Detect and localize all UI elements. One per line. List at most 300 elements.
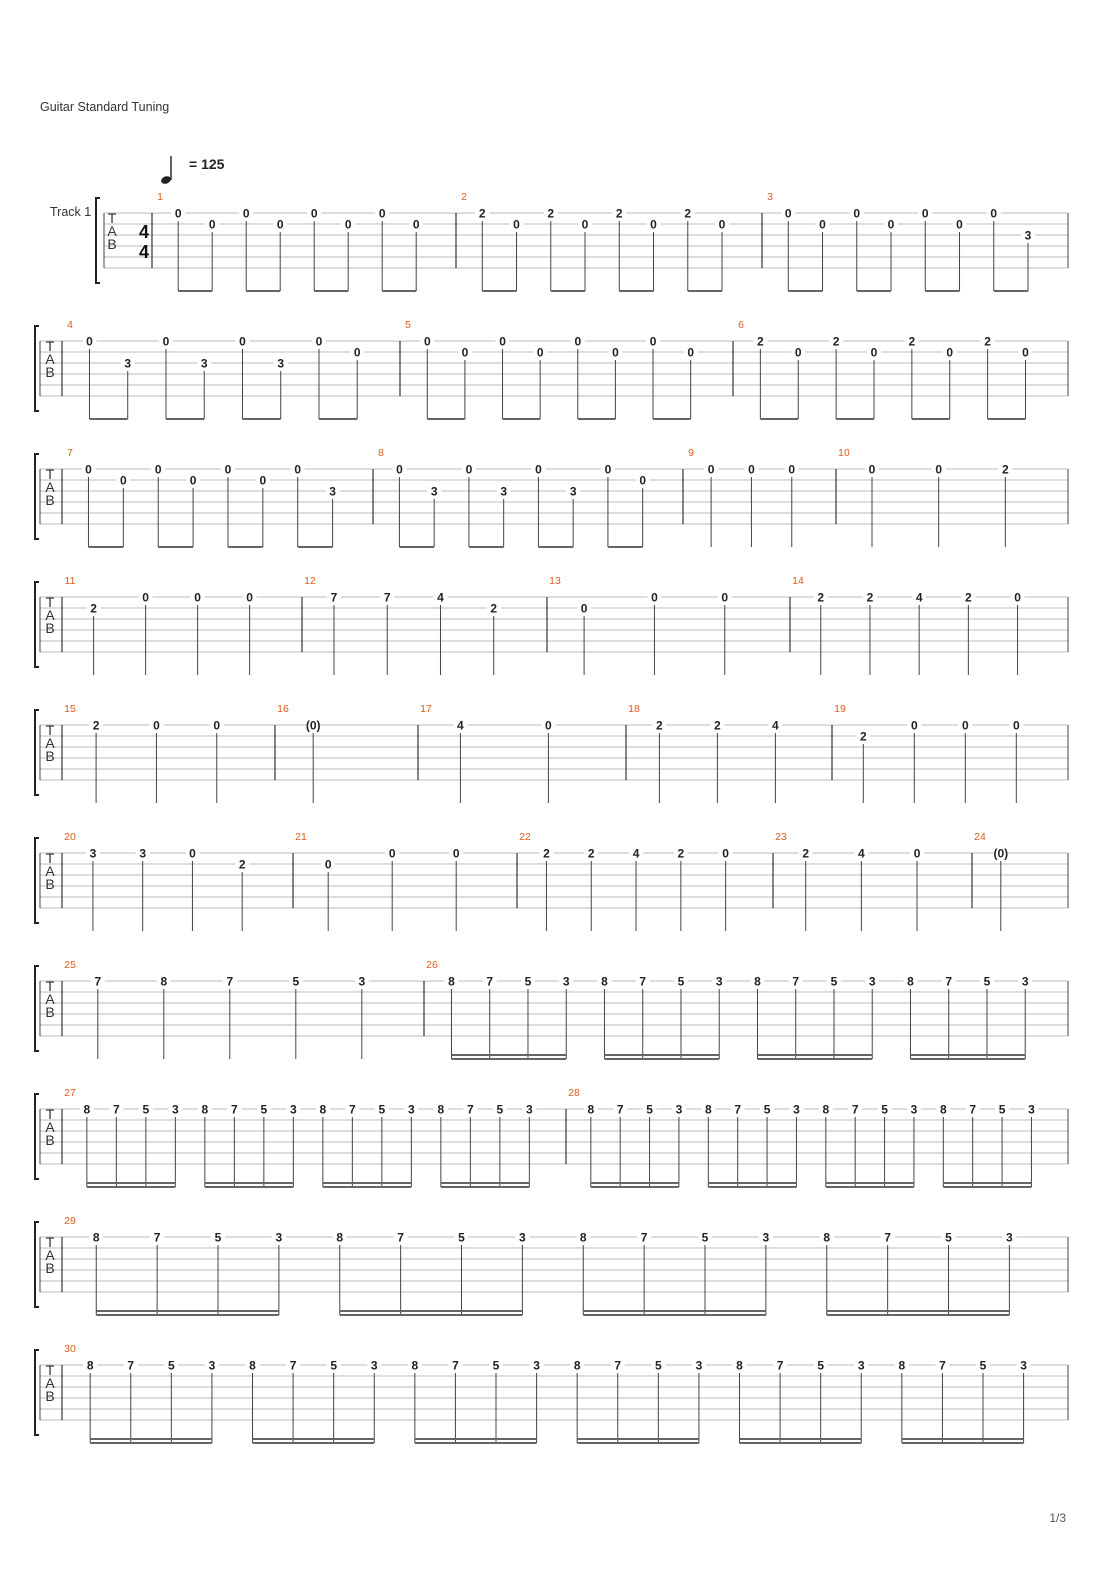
measure-number: 30 [64, 1343, 76, 1355]
fret-number: 0 [208, 217, 216, 232]
fret-number: 0 [239, 334, 246, 349]
tab-clef-letter: T [45, 1362, 55, 1378]
fret-number: 0 [870, 345, 878, 360]
fret-number: 0 [423, 334, 431, 349]
tab-clef-letter: A [45, 1119, 55, 1135]
fret-number: 0 [246, 590, 253, 605]
fret-number: 4 [772, 718, 779, 733]
fret-number: 0 [276, 217, 284, 232]
fret-number: 3 [139, 846, 147, 861]
measure-number: 2 [461, 191, 467, 203]
measure-number: 29 [64, 1215, 76, 1227]
fret-number: 7 [884, 1230, 891, 1245]
tab-clef-letter: T [45, 722, 55, 738]
system-bracket [35, 838, 39, 923]
fret-number: 7 [467, 1102, 474, 1117]
fret-number: 0 [513, 217, 520, 232]
fret-number: 8 [437, 1102, 445, 1117]
measure-25 [62, 959, 369, 1059]
measure-19 [832, 703, 1023, 803]
fret-number: 2 [866, 590, 874, 605]
fret-number: 0 [153, 718, 160, 733]
tab-clef-letter: A [45, 863, 55, 879]
fret-number: 0 [651, 590, 658, 605]
fret-number: 2 [817, 590, 825, 605]
fret-number: 3 [910, 1102, 918, 1117]
staff-system-8 [35, 1087, 1068, 1187]
tab-clef-letter: B [45, 620, 55, 636]
fret-number: 2 [90, 601, 97, 616]
fret-number: 0 [707, 462, 715, 477]
fret-number: 2 [587, 846, 595, 861]
fret-number: 2 [832, 334, 840, 349]
fret-number: 8 [736, 1358, 743, 1373]
measure-number: 27 [64, 1087, 76, 1099]
fret-number: 7 [614, 1358, 622, 1373]
fret-number: 8 [201, 1102, 209, 1117]
fret-number: 0 [162, 334, 170, 349]
fret-number: 5 [292, 974, 300, 989]
system-bracket [35, 454, 39, 539]
fret-number: 3 [277, 356, 285, 371]
tab-clef-letter: T [45, 594, 55, 610]
fret-number: 5 [524, 974, 532, 989]
fret-number: 3 [562, 974, 570, 989]
tab-clef-letter: T [45, 978, 55, 994]
fret-number: 3 [519, 1230, 526, 1245]
measure-number: 22 [519, 831, 531, 843]
fret-number: 2 [714, 718, 721, 733]
measure-number: 12 [304, 575, 316, 587]
fret-number: (0) [993, 846, 1009, 861]
tab-clef-letter: A [45, 735, 55, 751]
fret-number: 3 [200, 356, 208, 371]
fret-number: 0 [1012, 718, 1020, 733]
fret-number: 7 [776, 1358, 784, 1373]
fret-number: 8 [448, 974, 455, 989]
tab-clef-letter: T [45, 850, 55, 866]
fret-number: 0 [86, 334, 93, 349]
fret-number: 2 [656, 718, 663, 733]
fret-number: 8 [754, 974, 761, 989]
fret-number: 8 [907, 974, 914, 989]
fret-number: 3 [533, 1358, 540, 1373]
fret-number: 3 [1024, 228, 1032, 243]
fret-number: 8 [822, 1102, 830, 1117]
fret-number: 5 [492, 1358, 500, 1373]
fret-number: 5 [677, 974, 685, 989]
fret-number: 8 [939, 1102, 947, 1117]
fret-number: 7 [349, 1102, 356, 1117]
measure-number: 14 [792, 575, 804, 587]
fret-number: 0 [378, 206, 386, 221]
measure-number: 19 [834, 703, 846, 715]
fret-number: 3 [500, 484, 508, 499]
measure-number: 24 [974, 831, 986, 843]
fret-number: 3 [1020, 1358, 1027, 1373]
measure-number: 25 [64, 959, 76, 971]
fret-number: 0 [784, 206, 792, 221]
fret-number: 2 [908, 334, 916, 349]
tab-clef-letter: B [45, 1388, 55, 1404]
measure-9 [683, 447, 799, 547]
fret-number: 3 [1028, 1102, 1035, 1117]
fret-number: 3 [762, 1230, 770, 1245]
fret-number: 5 [830, 974, 838, 989]
fret-number: 4 [437, 590, 444, 605]
fret-number: 8 [92, 1230, 100, 1245]
fret-number: 2 [543, 846, 550, 861]
fret-number: 3 [430, 484, 438, 499]
measure-11 [62, 575, 257, 675]
fret-number: 0 [794, 345, 802, 360]
fret-number: 7 [639, 974, 647, 989]
fret-number: 8 [898, 1358, 906, 1373]
staff-system-10 [35, 1343, 1068, 1443]
measure-3 [762, 191, 1035, 291]
measure-26 [424, 959, 1032, 1059]
tab-clef-letter: A [45, 1375, 55, 1391]
measure-number: 6 [738, 319, 744, 331]
fret-number: 7 [452, 1358, 459, 1373]
fret-number: 3 [89, 846, 97, 861]
measure-2 [456, 191, 729, 291]
fret-number: 2 [677, 846, 685, 861]
fret-number: 0 [315, 334, 323, 349]
fret-number: 3 [329, 484, 336, 499]
fret-number: 0 [1014, 590, 1021, 605]
measure-28 [566, 1087, 1038, 1187]
measure-7 [62, 447, 340, 547]
fret-number: 0 [956, 217, 963, 232]
fret-number: 0 [574, 334, 582, 349]
fret-number: 0 [545, 718, 552, 733]
fret-number: 0 [194, 590, 201, 605]
tab-clef-letter: T [45, 1234, 55, 1250]
measure-27 [62, 1087, 536, 1187]
fret-number: 3 [1006, 1230, 1013, 1245]
fret-number: 8 [823, 1230, 831, 1245]
fret-number: 8 [249, 1358, 256, 1373]
fret-number: 0 [259, 473, 267, 488]
measure-number: 11 [64, 575, 76, 587]
fret-number: 7 [383, 590, 391, 605]
track-name: Track 1 [50, 205, 92, 219]
fret-number: 5 [167, 1358, 175, 1373]
time-signature-top: 4 [138, 222, 150, 242]
fret-number: 8 [411, 1358, 419, 1373]
fret-number: 0 [913, 846, 921, 861]
fret-number: 0 [310, 206, 318, 221]
fret-number: 7 [330, 590, 338, 605]
system-bracket [35, 1094, 39, 1179]
system-bracket [35, 326, 39, 411]
staff-system-3 [35, 447, 1068, 547]
fret-number: 0 [961, 718, 969, 733]
staff-system-4 [35, 575, 1068, 675]
tab-clef-letter: T [107, 210, 117, 226]
fret-number: 5 [496, 1102, 504, 1117]
fret-number: 3 [208, 1358, 216, 1373]
fret-number: 3 [290, 1102, 297, 1117]
fret-number: 0 [639, 473, 647, 488]
fret-number: 0 [921, 206, 929, 221]
tempo-marking: = 125 [189, 156, 225, 172]
fret-number: 7 [397, 1230, 404, 1245]
fret-number: 8 [336, 1230, 344, 1245]
fret-number: 3 [857, 1358, 865, 1373]
fret-number: 2 [1001, 462, 1009, 477]
tab-clef-letter: T [45, 338, 55, 354]
time-signature-bottom: 4 [138, 242, 150, 262]
measure-number: 17 [420, 703, 432, 715]
tuning-label: Guitar Standard Tuning [40, 100, 170, 114]
measure-number: 21 [295, 831, 307, 843]
measure-number: 10 [838, 447, 850, 459]
fret-number: 2 [802, 846, 810, 861]
measure-22 [517, 831, 733, 931]
system-bracket [35, 582, 39, 667]
fret-number: 3 [569, 484, 577, 499]
fret-number: 7 [231, 1102, 238, 1117]
system-bracket [96, 198, 100, 283]
fret-number: 0 [499, 334, 506, 349]
fret-number: 8 [573, 1358, 581, 1373]
measure-5 [400, 319, 698, 419]
fret-number: 2 [965, 590, 972, 605]
fret-number: 7 [939, 1358, 946, 1373]
fret-number: 0 [189, 846, 196, 861]
fret-number: 7 [969, 1102, 977, 1117]
page-number: 1/3 [1049, 1511, 1066, 1525]
fret-number: 2 [490, 601, 498, 616]
fret-number: 8 [587, 1102, 595, 1117]
fret-number: 0 [213, 718, 221, 733]
measure-number: 8 [378, 447, 384, 459]
measure-13 [547, 575, 732, 675]
measure-8 [373, 447, 650, 547]
fret-number: 2 [859, 729, 867, 744]
measure-number: 4 [67, 319, 73, 331]
fret-number: 7 [486, 974, 494, 989]
fret-number: 0 [396, 462, 403, 477]
fret-number: 0 [718, 217, 726, 232]
tab-clef-letter: A [45, 351, 55, 367]
fret-number: 0 [910, 718, 918, 733]
fret-number: 0 [85, 462, 92, 477]
fret-number: 7 [945, 974, 953, 989]
measure-number: 16 [277, 703, 289, 715]
measure-16 [275, 703, 321, 803]
fret-number: 5 [214, 1230, 222, 1245]
fret-number: (0) [305, 718, 321, 733]
fret-number: 0 [465, 462, 473, 477]
fret-number: 3 [358, 974, 366, 989]
fret-number: 3 [124, 356, 132, 371]
fret-number: 0 [722, 846, 729, 861]
fret-number: 2 [615, 206, 623, 221]
fret-number: 5 [260, 1102, 268, 1117]
fret-number: 0 [535, 462, 542, 477]
fret-number: 8 [601, 974, 608, 989]
fret-number: 0 [887, 217, 895, 232]
tab-clef-letter: T [45, 1106, 55, 1122]
measure-15 [62, 703, 224, 803]
fret-number: 8 [319, 1102, 327, 1117]
measure-18 [626, 703, 782, 803]
fret-number: 0 [353, 345, 361, 360]
staff-system-6 [35, 831, 1068, 931]
tab-clef-letter: A [45, 1247, 55, 1263]
fret-number: 0 [142, 590, 149, 605]
fret-number: 7 [616, 1102, 624, 1117]
fret-number: 0 [1022, 345, 1029, 360]
fret-number: 3 [695, 1358, 703, 1373]
fret-number: 7 [289, 1358, 297, 1373]
fret-number: 0 [154, 462, 162, 477]
fret-number: 0 [452, 846, 460, 861]
fret-number: 0 [324, 857, 332, 872]
fret-number: 2 [984, 334, 991, 349]
fret-number: 0 [853, 206, 861, 221]
fret-number: 3 [172, 1102, 179, 1117]
measure-10 [836, 447, 1012, 547]
fret-number: 3 [370, 1358, 378, 1373]
system-bracket [35, 966, 39, 1051]
tab-clef-letter: B [45, 748, 55, 764]
fret-number: 8 [86, 1358, 94, 1373]
fret-number: 3 [868, 974, 876, 989]
measure-number: 9 [688, 447, 694, 459]
fret-number: 7 [640, 1230, 648, 1245]
fret-number: 0 [819, 217, 826, 232]
measure-1 [152, 191, 423, 291]
measure-23 [773, 831, 924, 931]
fret-number: 0 [687, 345, 695, 360]
tab-clef-letter: B [45, 1132, 55, 1148]
fret-number: 0 [412, 217, 420, 232]
fret-number: 7 [94, 974, 102, 989]
fret-number: 2 [547, 206, 555, 221]
fret-number: 7 [153, 1230, 161, 1245]
fret-number: 3 [793, 1102, 800, 1117]
measure-4 [62, 319, 364, 419]
staff-system-1 [96, 156, 1068, 291]
system-bracket [35, 1350, 39, 1435]
fret-number: 5 [998, 1102, 1006, 1117]
fret-number: 0 [946, 345, 954, 360]
measure-30 [62, 1343, 1031, 1443]
fret-number: 8 [579, 1230, 587, 1245]
fret-number: 2 [757, 334, 764, 349]
staff-system-9 [35, 1215, 1068, 1315]
fret-number: 0 [868, 462, 876, 477]
staff-system-2 [35, 319, 1068, 419]
fret-number: 3 [675, 1102, 683, 1117]
measure-number: 23 [775, 831, 787, 843]
fret-number: 7 [113, 1102, 120, 1117]
fret-number: 0 [604, 462, 612, 477]
tab-clef-letter: B [45, 876, 55, 892]
fret-number: 0 [119, 473, 127, 488]
fret-number: 0 [748, 462, 755, 477]
fret-number: 5 [983, 974, 991, 989]
fret-number: 5 [646, 1102, 653, 1117]
fret-number: 7 [851, 1102, 859, 1117]
fret-number: 0 [650, 217, 657, 232]
fret-number: 5 [654, 1358, 662, 1373]
fret-number: 2 [238, 857, 246, 872]
staff-system-5 [35, 703, 1068, 803]
fret-number: 4 [858, 846, 865, 861]
tab-clef-letter: B [45, 1004, 55, 1020]
fret-number: 0 [580, 601, 588, 616]
staff-system-7 [35, 959, 1068, 1059]
fret-number: 4 [457, 718, 464, 733]
measure-number: 7 [67, 447, 73, 459]
fret-number: 0 [788, 462, 796, 477]
tab-clef-letter: B [45, 492, 55, 508]
tab-clef-letter: A [45, 479, 55, 495]
fret-number: 5 [378, 1102, 386, 1117]
fret-number: 0 [990, 206, 998, 221]
fret-number: 2 [684, 206, 692, 221]
fret-number: 8 [83, 1102, 91, 1117]
fret-number: 2 [92, 718, 100, 733]
fret-number: 5 [881, 1102, 888, 1117]
fret-number: 4 [632, 846, 640, 861]
tab-clef-letter: A [107, 223, 117, 239]
fret-number: 0 [461, 345, 469, 360]
fret-number: 5 [142, 1102, 150, 1117]
fret-number: 7 [734, 1102, 742, 1117]
measure-number: 15 [64, 703, 76, 715]
measure-number: 28 [568, 1087, 580, 1099]
measure-number: 13 [549, 575, 561, 587]
fret-number: 0 [721, 590, 729, 605]
measure-14 [790, 575, 1025, 675]
measure-number: 26 [426, 959, 438, 971]
fret-number: 5 [763, 1102, 771, 1117]
fret-number: 5 [945, 1230, 952, 1245]
fret-number: 0 [388, 846, 396, 861]
fret-number: 2 [478, 206, 486, 221]
fret-number: 0 [174, 206, 182, 221]
tab-clef-letter: A [45, 607, 55, 623]
fret-number: 8 [160, 974, 168, 989]
tab-clef-letter: T [45, 466, 55, 482]
fret-number: 0 [581, 217, 589, 232]
fret-number: 5 [701, 1230, 709, 1245]
quarter-note-icon [160, 175, 172, 185]
fret-number: 3 [526, 1102, 533, 1117]
measure-29 [62, 1215, 1016, 1315]
measure-12 [302, 575, 501, 675]
measure-21 [293, 831, 463, 931]
fret-number: 0 [935, 462, 943, 477]
fret-number: 3 [275, 1230, 283, 1245]
fret-number: 5 [458, 1230, 465, 1245]
system-bracket [35, 1222, 39, 1307]
fret-number: 8 [704, 1102, 712, 1117]
fret-number: 0 [242, 206, 250, 221]
fret-number: 0 [612, 345, 619, 360]
measure-number: 20 [64, 831, 76, 843]
fret-number: 3 [1021, 974, 1029, 989]
tab-clef-letter: A [45, 991, 55, 1007]
fret-number: 5 [817, 1358, 825, 1373]
fret-number: 7 [127, 1358, 135, 1373]
